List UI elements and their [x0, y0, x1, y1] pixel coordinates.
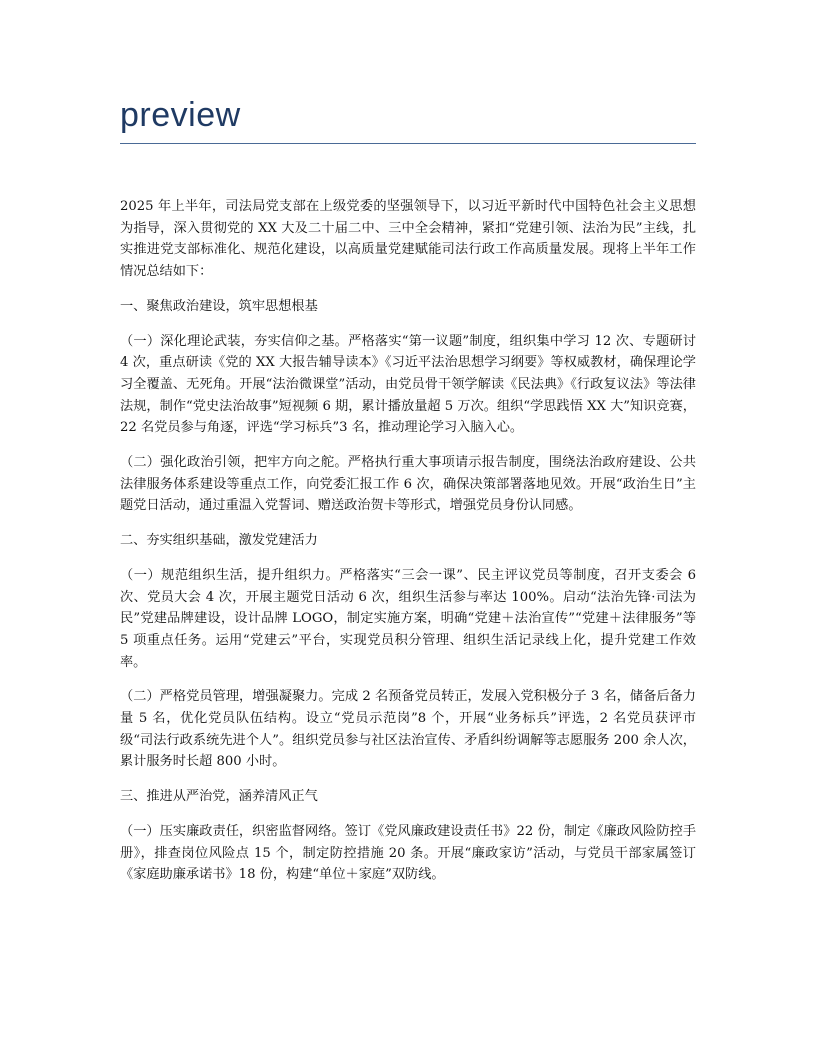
intro-paragraph: 2025 年上半年，司法局党支部在上级党委的坚强领导下，以习近平新时代中国特色社会主义思想为指导，深入贯彻党的 XX 大及二十届二中、三中全会精神，紧扣“党建引领、法治为民”主线，扎实推进党支部标准化、规范化建设，以高质量党建赋能司法行政工作高质量发展。现将上半年工作情况总结如下： — [120, 199, 696, 280]
body-paragraph: （二）强化政治引领，把牢方向之舵。严格执行重大事项请示报告制度，围绕法治政府建设、公共法律服务体系建设等重点工作，向党委汇报工作 6 次，确保决策部署落地见效。开展“政治生日”主题党日活动，通过重温入党誓词、赠送政治贺卡等形式，增强党员身份认同感。 — [120, 455, 696, 514]
body-paragraph: （一）压实廉政责任，织密监督网络。签订《党风廉政建设责任书》22 份，制定《廉政风险防控手册》，排查岗位风险点 15 个，制定防控措施 20 条。开展“廉政家访”活动，与党员干部家属签订《家庭助廉承诺书》18 份，构建“单位＋家庭”双防线。 — [120, 823, 696, 883]
title-divider — [120, 143, 696, 144]
section-heading-3: 三、推进从严治党，涵养清风正气 — [120, 789, 318, 805]
document-body — [120, 196, 696, 899]
body-paragraph: （一）深化理论武装，夯实信仰之基。严格落实“第一议题”制度，组织集中学习 12 次、专题研讨 4 次，重点研读《党的 XX 大报告辅导读本》《习近平法治思想学习纲要》等权威教材，确保理论学习全覆盖、无死角。开展“法治微课堂”活动，由党员骨干领学解读《民法典》《行政复议法》等法律法规，制作“党史法治故事”短视频 6 期，累计播放量超 5 万次。组织“学思践悟 XX 大”知识竞赛，22 名党员参与角逐，评选“学习标兵”3 名，推动理论学习入脑入心。 — [120, 333, 696, 436]
body-paragraph: （一）规范组织生活，提升组织力。严格落实“三会一课”、民主评议党员等制度，召开支委会 6 次、党员大会 4 次，开展主题党日活动 6 次，组织生活参与率达 100%。启动“法治先锋·司法为民”党建品牌建设，设计品牌 LOGO，制定实施方案，明确“党建＋法治宣传”“党建＋法律服务”等 5 项重点任务。运用“党建云”平台，实现党员积分管理、组织生活记录线上化，提升党建工作效率。 — [120, 567, 696, 670]
section-heading-1: 一、聚焦政治建设，筑牢思想根基 — [120, 298, 318, 314]
section-heading-2: 二、夯实组织基础，激发党建活力 — [120, 533, 318, 549]
page-title: preview — [120, 96, 241, 134]
body-paragraph: （二）严格党员管理，增强凝聚力。完成 2 名预备党员转正，发展入党积极分子 3 名，储备后备力量 5 名，优化党员队伍结构。设立“党员示范岗”8 个，开展“业务标兵”评选，2 名党员获评市级“司法行政系统先进个人”。组织党员参与社区法治宣传、矛盾纠纷调解等志愿服务 200 余人次，累计服务时长超 800 小时。 — [120, 689, 696, 770]
